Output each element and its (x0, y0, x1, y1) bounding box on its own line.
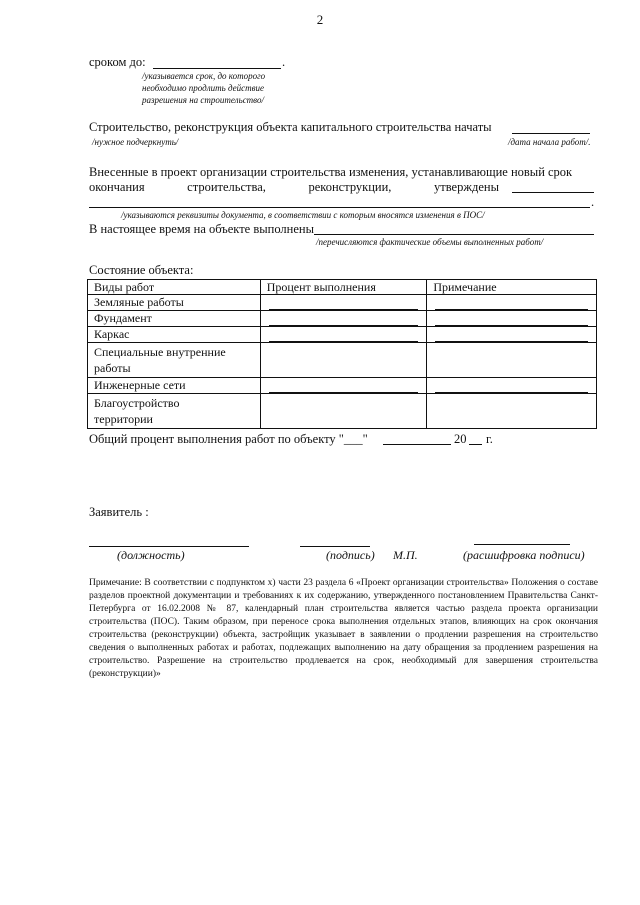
changes-word-1: окончания (89, 180, 145, 194)
total-percent-year-suffix: г. (486, 432, 493, 446)
changes-word-2: строительства, (187, 180, 266, 194)
current-works-field[interactable] (314, 234, 594, 235)
term-field[interactable] (153, 68, 281, 69)
stamp-label: М.П. (393, 548, 418, 562)
header-work-type: Виды работ (88, 280, 261, 295)
note-cell[interactable] (427, 378, 597, 394)
row-earthworks: Земляные работы (88, 295, 261, 311)
changes-line-1: Внесенные в проект организации строительства изменения, устанавливающие новый срок (89, 165, 573, 179)
note-cell[interactable] (427, 311, 597, 327)
percent-cell[interactable] (260, 295, 427, 311)
changes-line-2 (89, 180, 499, 195)
signature-caption: (подпись) (326, 548, 375, 562)
row-landscaping-line-1: Благоустройство (94, 396, 180, 410)
row-frame: Каркас (88, 327, 261, 343)
table-row (88, 394, 597, 429)
percent-cell[interactable] (260, 343, 427, 378)
construction-start-note-right: /дата начала работ/. (508, 137, 591, 147)
total-percent-text: Общий процент выполнения работ по объекту "___" (89, 432, 368, 446)
row-foundation: Фундамент (88, 311, 261, 327)
table-row (88, 311, 597, 327)
row-landscaping-line-2: территории (94, 412, 153, 426)
note-cell[interactable] (427, 343, 597, 378)
footnote: Примечание: В соответствии с подпунктом х) части 23 раздела 6 «Проект организации строительства» Положения о составе разделов проектной документации и требованиях к их содержанию, утвержденного постановлением Правительства Санкт-Петербурга от 16.02.2008 № 87, календарный план строительства является частью раздела проекта организации строительства (ПОС). Таким образом, при переносе срока выполнения отдельных этапов, влияющих на срок окончания строительства (реконструкции) объекта, застройщик указывает в заявлении о продлении разрешения на строительство сведения о выполненных работах и работах, подлежащих выполнению на дату обращения за продлением разрешения на строительство. Разрешение на строительство продлевается на срок, необходимый для завершения строительства (реконструкции)» (89, 578, 598, 679)
total-percent-year-prefix: 20 (454, 432, 467, 446)
row-special-internal-line-1: Специальные внутренние (94, 345, 226, 359)
total-percent-month-field[interactable] (383, 444, 451, 445)
signature-decoding-field[interactable] (474, 544, 570, 545)
note-cell[interactable] (427, 295, 597, 311)
percent-cell[interactable] (260, 378, 427, 394)
term-note-1: /указывается срок, до которого (142, 71, 266, 81)
applicant-label: Заявитель : (89, 505, 149, 519)
term-label: сроком до: (89, 55, 146, 69)
term-note-2: необходимо продлить действие (142, 83, 265, 93)
changes-word-4: утверждены (434, 180, 499, 194)
row-landscaping (88, 394, 261, 429)
signature-field[interactable] (300, 546, 370, 547)
current-works-text: В настоящее время на объекте выполнены (89, 222, 314, 236)
state-table (87, 279, 597, 429)
percent-cell[interactable] (260, 394, 427, 429)
position-field[interactable] (89, 546, 249, 547)
term-period: . (282, 55, 286, 69)
table-row (88, 327, 597, 343)
construction-start-text: Строительство, реконструкция объекта капитального строительства начаты (89, 120, 492, 134)
position-caption: (должность) (117, 548, 185, 562)
row-special-internal (88, 343, 261, 378)
term-note-3: разрешения на строительство/ (142, 95, 264, 105)
note-cell[interactable] (427, 327, 597, 343)
percent-cell[interactable] (260, 327, 427, 343)
changes-note: /указываются реквизиты документа, в соответствии с которым вносятся изменения в ПОС/ (121, 210, 485, 220)
changes-word-3: реконструкции, (308, 180, 392, 194)
total-percent-year-field[interactable] (469, 444, 482, 445)
header-percent: Процент выполнения (260, 280, 427, 295)
decoding-caption: (расшифровка подписи) (463, 548, 585, 562)
current-works-note: /перечисляются фактические объемы выполненных работ/ (316, 237, 544, 247)
changes-period: . (591, 195, 595, 209)
construction-start-date-field[interactable] (512, 133, 590, 134)
changes-details-field[interactable] (89, 207, 590, 208)
table-row (88, 295, 597, 311)
construction-start-note-left: /нужное подчеркнуть/ (92, 137, 179, 147)
state-table-title: Состояние объекта: (89, 263, 194, 277)
table-row (88, 378, 597, 394)
percent-cell[interactable] (260, 311, 427, 327)
table-row (88, 343, 597, 378)
header-note: Примечание (427, 280, 597, 295)
state-table-header (88, 280, 597, 295)
row-special-internal-line-2: работы (94, 361, 131, 375)
page-number: 2 (316, 12, 324, 27)
row-engineering: Инженерные сети (88, 378, 261, 394)
changes-approved-field[interactable] (512, 192, 594, 193)
note-cell[interactable] (427, 394, 597, 429)
